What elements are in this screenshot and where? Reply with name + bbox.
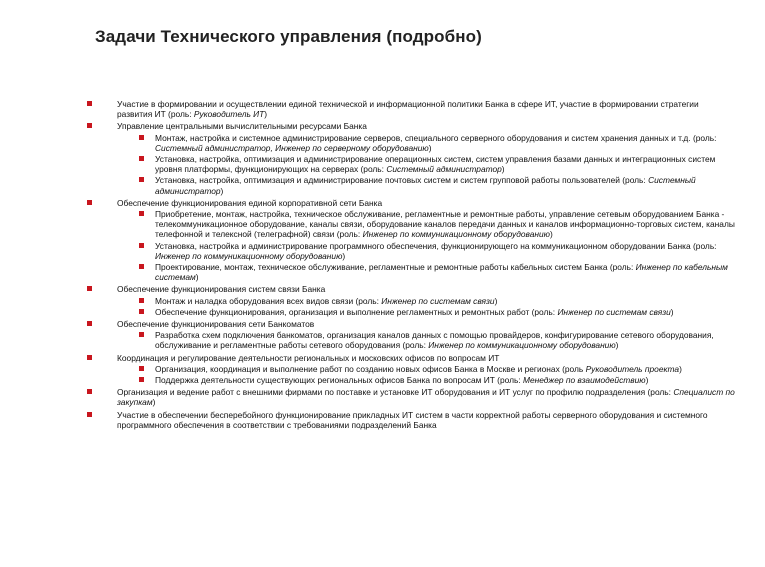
- task-item: [86, 410, 736, 430]
- task-text-end: ): [670, 306, 674, 317]
- task-list: [86, 99, 736, 432]
- task-role: Руководитель проекта: [585, 363, 680, 374]
- task-item: [86, 121, 736, 195]
- subtask-item: [117, 375, 736, 385]
- task-role: Специалист по закупкам: [117, 387, 735, 408]
- task-role: Системный администратор: [386, 164, 502, 175]
- task-text-end: ): [264, 109, 268, 120]
- task-role: Инженер по коммуникационному оборудованию: [362, 229, 550, 240]
- task-text-end: ): [428, 142, 432, 153]
- bullet-square-icon: [139, 332, 144, 337]
- task-text: Установка, настройка, оптимизация и администрирование почтовых систем и систем групповой работы пользователей (роль:: [155, 175, 649, 186]
- task-text: Организация и ведение работ с внешними фирмами по поставке и установке ИТ оборудования и ИТ услуг по профилю подразделения (роль:: [117, 387, 674, 398]
- bullet-square-icon: [139, 243, 144, 248]
- task-role: Системный администратор: [155, 175, 696, 196]
- task-text: Обеспечение функционирования систем связи Банка: [117, 284, 326, 295]
- task-text-end: ): [679, 363, 682, 374]
- bullet-square-icon: [139, 264, 144, 269]
- task-text-end: ): [152, 397, 156, 408]
- task-role: Инженер по системам связи: [557, 306, 671, 317]
- bullet-square-icon: [87, 355, 92, 360]
- task-text-end: ): [549, 229, 553, 240]
- subtask-item: [117, 154, 736, 174]
- task-role: Инженер по коммуникационному оборудованию: [155, 250, 343, 261]
- subtask-item: [117, 262, 736, 282]
- task-text-end: ): [220, 185, 224, 196]
- task-text: Обеспечение функционирования единой корпоративной сети Банка: [117, 197, 383, 208]
- task-text: Проектирование, монтаж, техническое обслуживание, регламентные и ремонтные работы кабельных систем Банка (роль:: [155, 262, 636, 273]
- subtask-list: [117, 296, 736, 317]
- subtask-item: [117, 175, 736, 195]
- task-text-end: ): [195, 272, 199, 283]
- subtask-item: [117, 209, 736, 240]
- task-text-end: ): [645, 375, 649, 386]
- task-role: Менеджер по взаимодействию: [523, 375, 646, 386]
- page-title: Задачи Технического управления (подробно): [95, 27, 482, 46]
- task-text: Организация, координация и выполнение работ по созданию новых офисов Банка в Москве и регионах (роль: [155, 363, 586, 374]
- task-text-end: ): [494, 295, 498, 306]
- task-text: Координация и регулирование деятельности региональных и московских офисов по вопросам ИТ: [117, 352, 500, 363]
- bullet-square-icon: [87, 123, 92, 128]
- task-text-end: ): [501, 164, 505, 175]
- bullet-square-icon: [139, 377, 144, 382]
- bullet-square-icon: [139, 366, 144, 371]
- bullet-square-icon: [87, 412, 92, 417]
- subtask-item: [117, 364, 736, 374]
- task-text: Обеспечение функционирования, организация и выполнение регламентных и ремонтных работ (роль:: [155, 306, 558, 317]
- task-text: Обеспечение функционирования сети Банкоматов: [117, 319, 315, 330]
- task-text: Поддержка деятельности существующих региональных офисов Банка по вопросам ИТ (роль:: [155, 375, 523, 386]
- task-text-end: ): [615, 340, 619, 351]
- subtask-item: [117, 330, 736, 350]
- subtask-list: [117, 209, 736, 282]
- task-text: Участие в обеспечении бесперебойного функционирование прикладных ИТ систем в части корректной работы серверного оборудования и системного программного обеспечения в соответствии с требованиями подразделений Банка: [117, 409, 708, 430]
- bullet-square-icon: [139, 135, 144, 140]
- task-text: Установка, настройка, оптимизация и администрирование операционных систем, систем управления базами данных и интеграционных систем уровня платформы, функционирующих на серверах (роль:: [155, 154, 716, 175]
- task-item: [86, 198, 736, 283]
- task-item: [86, 387, 736, 407]
- task-text: Монтаж и наладка оборудования всех видов связи (роль:: [155, 295, 382, 306]
- task-text: Участие в формировании и осуществлении единой технической и информационной политики Банка в сфере ИТ, участие в формировании стратегии развития ИТ (роль:: [117, 99, 699, 120]
- task-text: Управление центральными вычислительными ресурсами Банка: [117, 121, 367, 132]
- subtask-list: [117, 133, 736, 196]
- task-item: [86, 284, 736, 317]
- subtask-list: [117, 364, 736, 385]
- task-item: [86, 353, 736, 386]
- bullet-square-icon: [87, 101, 92, 106]
- task-item: [86, 319, 736, 351]
- task-role: Системный администратор, Инженер по серверному оборудованию: [155, 142, 429, 153]
- bullet-square-icon: [87, 389, 92, 394]
- task-text: Установка, настройка и администрирование программного обеспечения, функционирующего на коммуникационном оборудовании Банка (роль:: [155, 240, 717, 251]
- subtask-item: [117, 241, 736, 261]
- task-item: [86, 99, 736, 119]
- subtask-list: [117, 330, 736, 350]
- task-text: Монтаж, настройка и системное администрирование серверов, специального серверного оборудования и систем хранения данных и т.д. (роль:: [155, 132, 717, 143]
- bullet-square-icon: [87, 200, 92, 205]
- bullet-square-icon: [139, 156, 144, 161]
- subtask-item: [117, 296, 736, 306]
- bullet-square-icon: [139, 177, 144, 182]
- task-text: Приобретение, монтаж, настройка, техническое обслуживание, регламентные и ремонтные работы, управление сетевым оборудованием Банка - телекоммуникационное оборудование, каналы связи, оборудование каналов передачи данных и каналов информационно-торговых систем, каналы телефонной и телексной (телеграфной) связи (роль:: [155, 209, 735, 240]
- task-role: Инженер по кабельным системам: [155, 262, 728, 283]
- task-list-items: [86, 99, 736, 430]
- subtask-item: [117, 307, 736, 317]
- task-text-end: ): [342, 250, 346, 261]
- bullet-square-icon: [87, 321, 92, 326]
- subtask-item: [117, 133, 736, 153]
- task-role: Инженер по коммуникационному оборудованию: [428, 340, 616, 351]
- bullet-square-icon: [139, 309, 144, 314]
- task-role: Инженер по системам связи: [381, 295, 495, 306]
- bullet-square-icon: [139, 211, 144, 216]
- task-text: Разработка схем подключения банкоматов, организация каналов данных с помощью провайдеров, конфигурирование сетевого оборудования, обслуживание и регламентные работы сетевого оборудования (роль:: [155, 330, 714, 351]
- task-role: Руководитель ИТ: [193, 109, 265, 120]
- bullet-square-icon: [139, 298, 144, 303]
- bullet-square-icon: [87, 286, 92, 291]
